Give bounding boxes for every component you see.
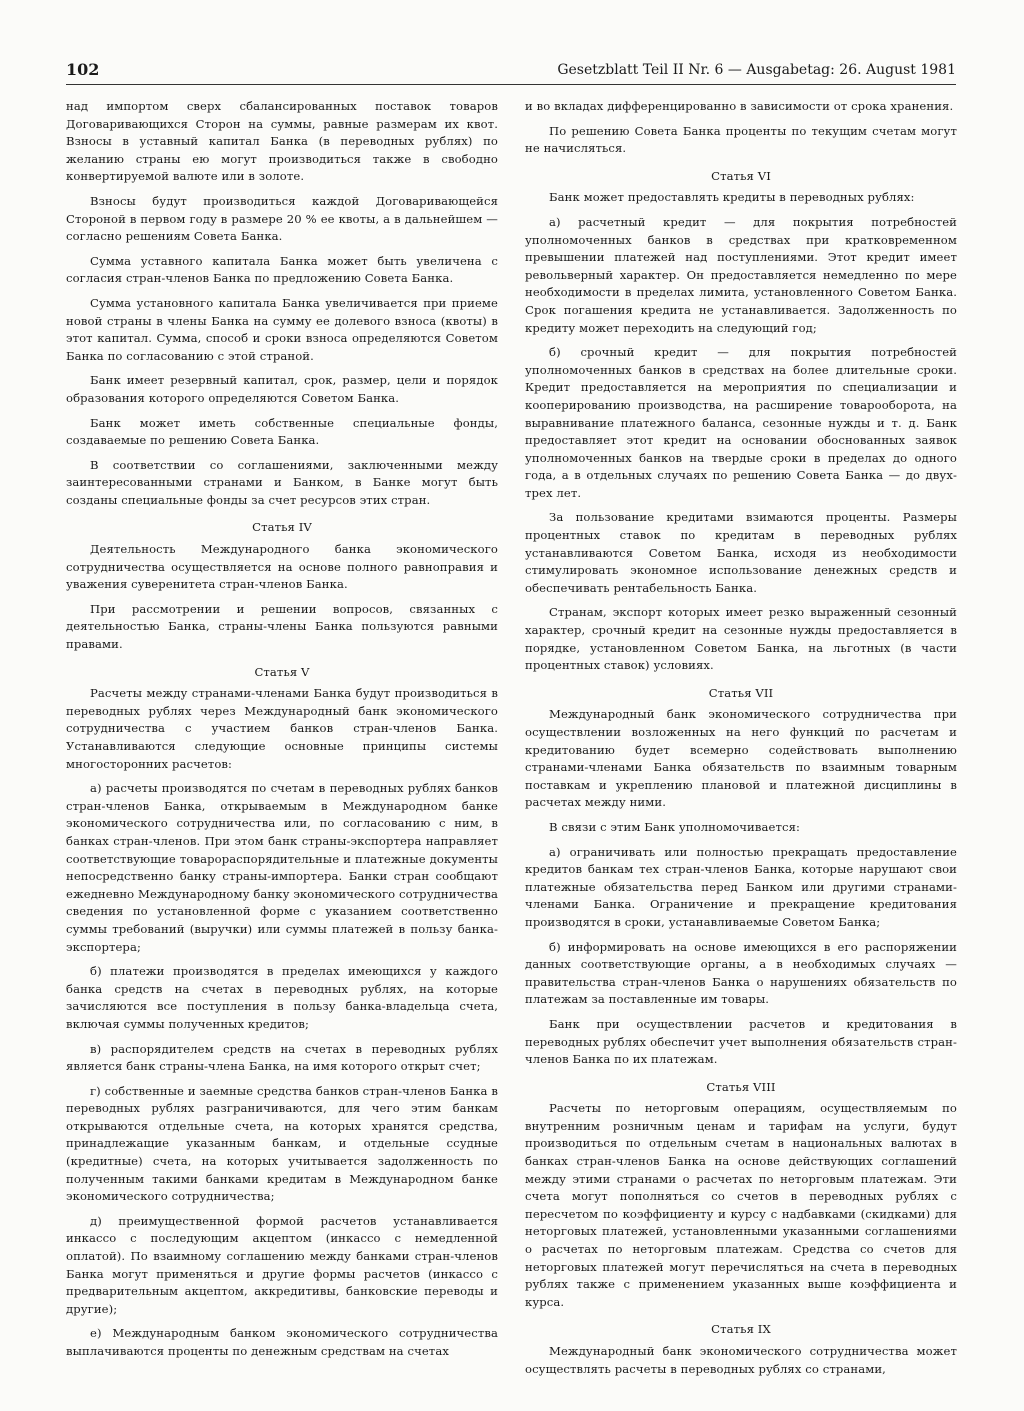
paragraph: Расчеты между странами-членами Банка будут производиться в переводных рублях через Международный банк экономического сотрудничества с участием банков стран-членов Банка. Устанавливаются следующие основные принципы системы многосторонних расчетов: [66, 686, 498, 771]
paragraph: а) ограничивать или полностью прекращать предоставление кредитов банкам тех стран-членов Банка, которые нарушают свои платежные обязательства перед Банком или другими странами-членами Банка. Ограничение и прекращение кредитования производятся в сроки, устанавливаемые Советом Банка; [525, 844, 957, 929]
article-heading: Статья IV [252, 520, 312, 535]
paragraph: Деятельность Международного банка экономического сотрудничества осуществляется на основе полного равноправия и уважения суверенитета стран-членов Банка. [66, 542, 498, 592]
paragraph: Международный банк экономического сотрудничества может осуществлять расчеты в переводных рублях со странами, [525, 1344, 957, 1376]
paragraph: Банк может предоставлять кредиты в переводных рублях: [549, 190, 915, 205]
paragraph: Взносы будут производиться каждой Договаривающейся Стороной в первом году в размере 20 % ее квоты, а в дальнейшем — согласно решениям Совета Банка. [66, 193, 498, 244]
paragraph: над импортом сверх сбалансированных поставок товаров Договаривающихся Сторон на суммы, равные размерам их квот. Взносы в уставный капитал Банка (в переводных рублях) по желанию страны ею могут производиться также в свободно конвертируемой валюте или в золоте. [66, 99, 498, 184]
paragraph: е) Международным банком экономического сотрудничества выплачиваются проценты по денежным средствам на счетах [66, 1326, 498, 1358]
paragraph: Расчеты по неторговым операциям, осуществляемым по внутренним розничным ценам и тарифам на услуги, будут производиться по отдельным счетам в национальных валютах в банках стран-членов Банка на основе действующих соглашений между этими странами о расчетах по неторговым платежам. Эти счета могут пополняться со счетов в переводных рублях с пересчетом по коэффициенту и курсу с надбавками (скидками) для неторговых платежей, установленными указанными соглашениями о расчетах по неторговым платежам. Средства со счетов для неторговых платежей могут перечисляться на счета в переводных рублях также с применением указанных выше коэффициента и курса. [525, 1101, 957, 1309]
paragraph: Банк может иметь собственные специальные фонды, создаваемые по решению Совета Банка. [66, 415, 498, 448]
left-column [66, 98, 498, 1368]
paragraph: Странам, экспорт которых имеет резко выраженный сезонный характер, срочный кредит на сезонные нужды предоставляется в порядке, установленном Советом Банка, на льготных (в части процентных ставок) условиях. [525, 605, 957, 673]
paragraph: б) срочный кредит — для покрытия потребностей уполномоченных банков в средствах на более длительные сроки. Кредит предоставляется на мероприятия по специализации и кооперированию производства, на расширение товарооборота, на выравнивание платежного баланса, сезонные нужды и т. д. Банк предоставляет этот кредит на основании обоснованных заявок уполномоченных банков на твердые сроки в пределах до одного года, а в отдельных случаях по решению Совета Банка — до двух-трех лет. [525, 345, 957, 500]
paragraph: а) расчеты производятся по счетам в переводных рублях банков стран-членов Банка, открываемым в Международном банке экономического сотрудничества или, по согласованию с ним, в банках стран-членов. При этом банк страны-экспортера направляет соответствующие товарораспорядительные и платежные документы непосредственно банку страны-импортера. Банки стран сообщают ежедневно Международному банку экономического сотрудничества сведения по установленной форме с указанием соответственно суммы требований (выручки) или суммы платежей в пользу банка-экспортера; [66, 781, 498, 954]
paragraph: За пользование кредитами взимаются проценты. Размеры процентных ставок по кредитам в переводных рублях устанавливаются Советом Банка, исходя из необходимости стимулировать экономное использование денежных средств и обеспечивать рентабельность Банка. [525, 510, 957, 595]
paragraph: а) расчетный кредит — для покрытия потребностей уполномоченных банков в средствах при кратковременном превышении платежей над поступлениями. Этот кредит имеет револьверный характер. Он предоставляется немедленно по мере необходимости в пределах лимита, установленного Советом Банка. Срок погашения кредита не устанавливается. Задолженность по кредиту может переходить на следующий год; [525, 214, 957, 335]
paragraph: б) платежи производятся в пределах имеющихся у каждого банка средств на счетах в переводных рублях, на которые зачисляются все поступления в пользу банка-владельца счета, включая суммы полученных кредитов; [66, 964, 498, 1031]
paragraph: В связи с этим Банк уполномочивается: [549, 819, 801, 834]
header-title: Gesetzblatt Teil II Nr. 6 — Ausgabetag: 26. August 1981 [557, 62, 956, 78]
article-heading: Статья VI [711, 168, 771, 183]
header-rule [66, 84, 956, 85]
paragraph: д) преимущественной формой расчетов устанавливается инкассо с последующим акцептом (инкассо с немедленной оплатой). По взаимному соглашению между банками стран-членов Банка могут применяться и другие формы расчетов (инкассо с предварительным акцептом, аккредитивы, банковские переводы и другие); [66, 1213, 498, 1316]
article-heading: Статья VII [708, 685, 774, 700]
article-heading: Статья VIII [706, 1079, 776, 1094]
page-header [66, 60, 956, 84]
paragraph: Международный банк экономического сотрудничества при осуществлении возложенных на него функций по расчетам и кредитованию будет всемерно содействовать выполнению странами-членами Банка обязательств по взаимным товарным поставкам и укреплению плановой и платежной дисциплины в расчетах между ними. [525, 707, 957, 810]
paragraph: б) информировать на основе имеющихся в его распоряжении данных соответствующие органы, а в необходимых случаях — правительства стран-членов Банка о нарушениях обязательств по платежам за поставленные им товары. [525, 939, 957, 1007]
article-heading: Статья IX [711, 1322, 771, 1337]
paragraph: Сумма установного капитала Банка увеличивается при приеме новой страны в члены Банка на сумму ее долевого взноса (квоты) в этот капитал. Сумма, способ и сроки взноса определяются Советом Банка по согласованию с этой страной. [66, 295, 498, 363]
paragraph: г) собственные и заемные средства банков стран-членов Банка в переводных рублях разграничиваются, для чего этим банкам открываются отдельные счета, на которых хранятся средства, принадлежащие указанным банкам, и отдельные ссудные (кредитные) счета, на которых учитывается задолженность по полученным такими банками кредитам в Международном банке экономического сотрудничества; [66, 1083, 498, 1204]
paragraph: Сумма уставного капитала Банка может быть увеличена с согласия стран-членов Банка по предложению Совета Банка. [66, 253, 498, 286]
paragraph: В соответствии со соглашениями, заключенными между заинтересованными странами и Банком, в Банке могут быть созданы специальные фонды за счет ресурсов этих стран. [66, 457, 498, 507]
article-heading: Статья V [254, 664, 310, 679]
paragraph: в) распорядителем средств на счетах в переводных рублях является банк страны-члена Банка, на имя которого открыт счет; [66, 1041, 498, 1074]
paragraph: Банк при осуществлении расчетов и кредитования в переводных рублях обеспечит учет выполнения обязательств стран-членов Банка по их платежам. [525, 1016, 957, 1067]
page-number: 102 [66, 60, 100, 79]
paragraph: При рассмотрении и решении вопросов, связанных с деятельностью Банка, страны-члены Банка пользуются равными правами. [66, 601, 498, 652]
paragraph: По решению Совета Банка проценты по текущим счетам могут не начисляться. [525, 123, 957, 156]
right-column [525, 98, 957, 1385]
paragraph: Банк имеет резервный капитал, срок, размер, цели и порядок образования которого определяются Советом Банка. [66, 373, 498, 405]
paragraph: и во вкладах дифференцированно в зависимости от срока хранения. [525, 99, 954, 113]
